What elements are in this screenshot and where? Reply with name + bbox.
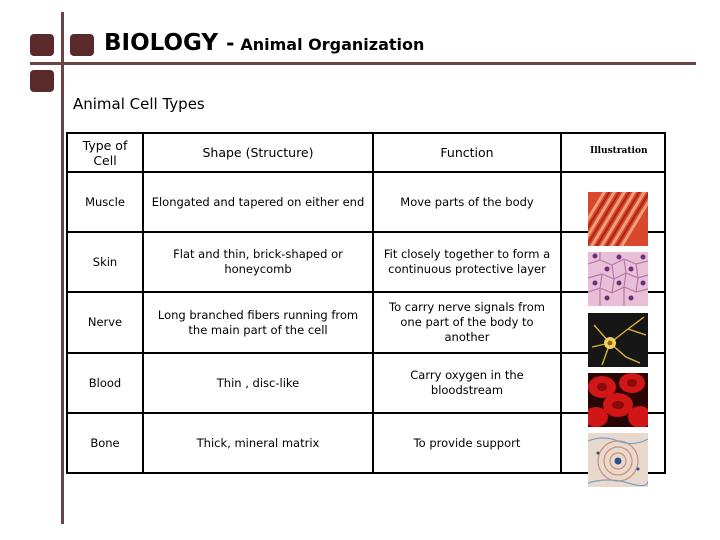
table-row bbox=[67, 353, 665, 413]
cell-shape: Elongated and tapered on either end bbox=[143, 172, 373, 232]
page-title bbox=[104, 30, 424, 56]
cell-function: Carry oxygen in the bloodstream bbox=[373, 353, 561, 413]
cell-type: Nerve bbox=[67, 292, 143, 353]
title-dash: - bbox=[226, 31, 235, 55]
header-shape: Shape (Structure) bbox=[143, 133, 373, 172]
bone-cell-image bbox=[588, 433, 648, 487]
section-title: Animal Cell Types bbox=[73, 95, 205, 113]
cell-type: Muscle bbox=[67, 172, 143, 232]
table-header-row bbox=[67, 133, 665, 172]
cell-type: Bone bbox=[67, 413, 143, 473]
cell-shape: Long branched fibers running from the main part of the cell bbox=[143, 292, 373, 353]
decor-square-top-left bbox=[30, 34, 54, 56]
cell-function: To carry nerve signals from one part of the body to another bbox=[373, 292, 561, 353]
cell-shape: Thick, mineral matrix bbox=[143, 413, 373, 473]
illustration-label: Illustration bbox=[590, 146, 648, 156]
cell-shape: Thin , disc-like bbox=[143, 353, 373, 413]
decor-square-bottom-left bbox=[30, 70, 54, 92]
nerve-cell-image bbox=[588, 313, 648, 367]
cell-type: Skin bbox=[67, 232, 143, 292]
cell-type: Blood bbox=[67, 353, 143, 413]
table-row bbox=[67, 292, 665, 353]
cell-function: Fit closely together to form a continuous protective layer bbox=[373, 232, 561, 292]
blood-cell-image bbox=[588, 373, 648, 427]
title-subtitle: Animal Organization bbox=[240, 35, 425, 54]
skin-cell-image bbox=[588, 252, 648, 306]
vertical-rule bbox=[61, 12, 64, 524]
table-row bbox=[67, 232, 665, 292]
cell-function: To provide support bbox=[373, 413, 561, 473]
horizontal-rule bbox=[30, 62, 696, 65]
header-function: Function bbox=[373, 133, 561, 172]
cell-function: Move parts of the body bbox=[373, 172, 561, 232]
table-row bbox=[67, 413, 665, 473]
header-type: Type of Cell bbox=[67, 133, 143, 172]
muscle-cell-image bbox=[588, 192, 648, 246]
decor-square-top-right bbox=[70, 34, 94, 56]
table-row bbox=[67, 172, 665, 232]
cell-types-table bbox=[66, 132, 666, 474]
title-main: BIOLOGY bbox=[104, 30, 219, 56]
cell-shape: Flat and thin, brick-shaped or honeycomb bbox=[143, 232, 373, 292]
